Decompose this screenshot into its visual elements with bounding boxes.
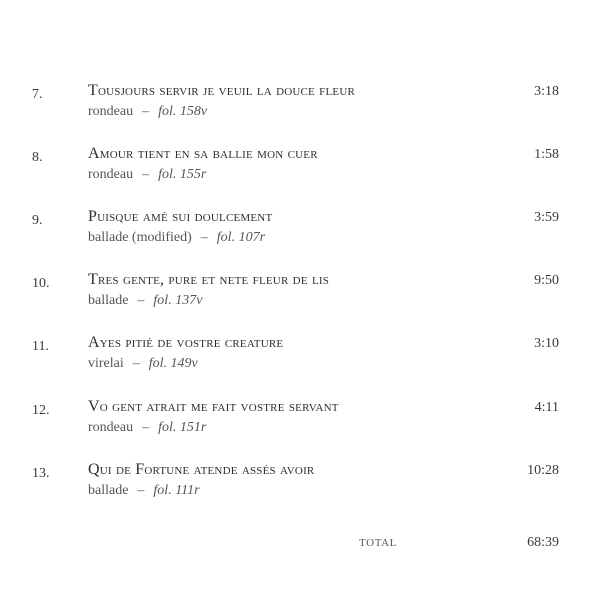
track-meta (88, 420, 206, 436)
track-separator: – (142, 104, 150, 119)
track-separator: – (132, 356, 140, 371)
track-meta (88, 356, 198, 372)
track-form: rondeau (88, 420, 134, 435)
track-folio: fol. 151r (158, 420, 207, 435)
track-duration: 9:50 (534, 273, 559, 288)
track-title: Ayes pitié de vostre creature (88, 334, 284, 351)
total-row (0, 533, 600, 557)
track-form: ballade (modified) (88, 230, 192, 245)
track-title: Puisque amé sui doulcement (88, 208, 273, 225)
track-separator: – (137, 483, 145, 498)
track-separator: – (137, 293, 145, 308)
track-number: 10. (32, 276, 50, 291)
track-title: Tousjours servir je veuil la douce fleur (88, 82, 356, 99)
track-folio: fol. 155r (158, 167, 207, 182)
track-title: Qui de Fortune atende assés avoir (88, 461, 315, 478)
total-label: TOTAL (359, 537, 397, 549)
track-item (0, 82, 600, 132)
track-form: ballade (88, 293, 129, 308)
track-duration: 3:59 (534, 210, 559, 225)
track-meta (88, 483, 200, 499)
track-number: 13. (32, 466, 50, 481)
track-number: 8. (32, 150, 43, 165)
track-duration: 3:10 (534, 336, 559, 351)
track-title: Tres gente, pure et nete fleur de lis (88, 271, 330, 288)
track-number: 9. (32, 213, 43, 228)
track-meta (88, 293, 202, 309)
track-duration: 3:18 (534, 84, 559, 99)
track-separator: – (142, 420, 150, 435)
track-title: Amour tient en sa ballie mon cuer (88, 145, 318, 162)
track-number: 11. (32, 339, 49, 354)
track-meta (88, 230, 265, 246)
track-form: ballade (88, 483, 129, 498)
track-duration: 4:11 (534, 400, 559, 415)
track-number: 7. (32, 87, 43, 102)
total-duration: 68:39 (527, 535, 559, 550)
track-folio: fol. 107r (216, 230, 266, 245)
track-item (0, 208, 600, 258)
track-form: rondeau (88, 167, 134, 182)
track-folio: fol. 158v (158, 104, 208, 119)
track-form: virelai (88, 356, 124, 371)
track-duration: 1:58 (534, 147, 559, 162)
track-separator: – (142, 167, 150, 182)
track-item (0, 271, 600, 321)
track-title: Vo gent atrait me fait vostre servant (88, 398, 339, 415)
track-form: rondeau (88, 104, 134, 119)
track-meta (88, 104, 207, 120)
track-item (0, 145, 600, 195)
track-separator: – (200, 230, 208, 245)
track-folio: fol. 149v (148, 356, 198, 371)
track-folio: fol. 111r (153, 483, 200, 498)
track-item (0, 398, 600, 448)
track-folio: fol. 137v (153, 293, 203, 308)
track-meta (88, 167, 206, 183)
track-item (0, 461, 600, 511)
track-number: 12. (32, 403, 50, 418)
track-item (0, 334, 600, 384)
track-duration: 10:28 (527, 463, 559, 478)
